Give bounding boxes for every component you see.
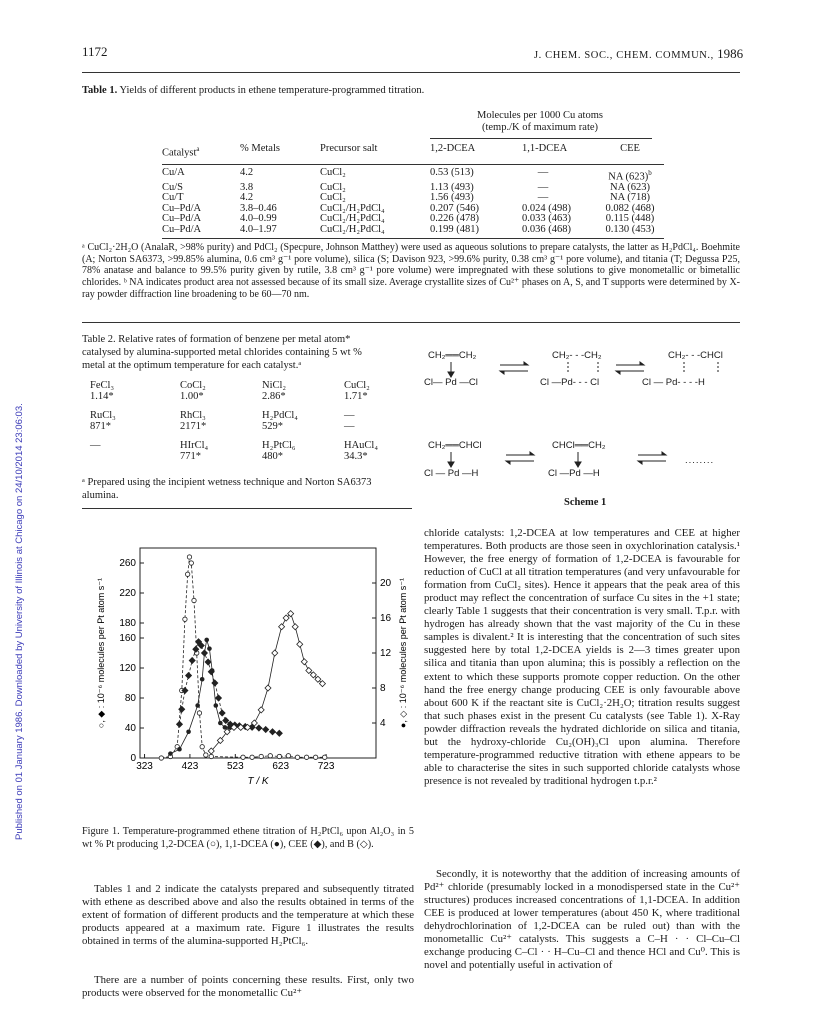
cell-metals: 4.2: [240, 192, 254, 203]
table2-footnote: [82, 476, 422, 502]
table1-row: [162, 225, 664, 236]
cell-11dcea: —: [537, 166, 549, 178]
cell-cee: NA (718): [610, 192, 650, 203]
marker-cee: [186, 673, 192, 679]
cell-metals: 3.8: [240, 181, 254, 193]
marker-12dcea: [159, 756, 163, 760]
y-right-tick-label: 8: [380, 683, 386, 694]
scheme-s5-top: CHCl══CH₂: [552, 440, 606, 451]
marker-12dcea: [209, 754, 213, 758]
table2-cell: [90, 410, 160, 432]
marker-11dcea: [200, 677, 205, 682]
cell-cee: NA $(623)^b$: [608, 168, 652, 182]
table1-footnote: ᵃ CuCl₂·2H₂O (AnalaR, >98% purity) and PdCl₂ (Specpure, Johnson Matthey) were used as aqueous solutions to prepare catalysts, the latter as H₂PdCl₄. Boehmite (A; Norton SA6373, >99.85% alumina, 0.6 cm³ g⁻¹ pore volume), silica (S; Davison 923, >99.6% purity, 0.38 cm³ g⁻¹ pore volume), and titania (T; Degussa P25, 78% anatase and balance to 99.5% purity given by rutile, 3.8 cm³ g⁻¹ pore volume) were impregnated with these solutions to give monometallic or bimetallic chlorides. ᵇ NA indicates product area not assessed because of its small size. Average crystallite sizes of Cu²⁺ phases on A, S, and T supports were determined by X-ray powder diffraction line broadening to be 60—70 nm.: [82, 242, 740, 300]
marker-12dcea: [200, 745, 204, 749]
marker-12dcea: [323, 755, 327, 759]
eq3-forward-head: [530, 452, 534, 455]
cell-precursor: CuCl₂/H₂PdCl₄: [320, 223, 385, 235]
table2-rate: 871*: [90, 421, 111, 432]
table1-row: [162, 193, 664, 204]
scheme-s2-bottom: Cl —Pd- - - Cl: [540, 377, 600, 388]
scheme-s1-bottom: Cl— Pd —Cl: [424, 377, 478, 388]
table2-cell: [180, 410, 250, 432]
eq4-forward-head: [662, 452, 666, 455]
table2-metal: H₂PdCl₄: [262, 410, 298, 421]
table2-rate: 2.86*: [262, 391, 286, 402]
body-left-paragraph-2: There are a number of points concerning these results. First, only two products were observed for the monometallic Cu²⁺: [82, 974, 414, 1000]
table2-metal: —: [344, 410, 355, 421]
marker-b: [279, 624, 285, 630]
marker-11dcea: [168, 751, 173, 756]
col-precursor: Precursor salt: [320, 143, 378, 154]
cell-catalyst: Cu/A: [162, 166, 185, 178]
cell-11dcea: 0.033 (463): [522, 213, 571, 224]
table2-metal: FeCl₃: [90, 380, 115, 391]
body-right-paragraph: chloride catalysts: 1,2-DCEA at low temperatures and CEE at higher temperatures. Both products are those seen in oxychlorination catalysis.¹ However, the free energy of formation of 1,2-DCEA is favourable for reduction of CuCl at all titration temperatures (and very unfavourable for formation from CuCl₂ sites). Hence it appears that the peak area of this product may reflect the concentration of surface Cu sites in the +1 state; clearly Table 1 suggests that their concentration is very small. T.p.r. with hydrogen has already shown that the vast majority of the Cu in these samples is divalent.² It is interesting that the concentration of such sites suggested here by total 1,2-DCEA yields is 2—3 times greater upon silica and titania than upon alumina; this is possibly a reflection on the extent to which these supports promote copper reduction. On the other hand the free energy change producing CEE is only favourable above about 600 K if the reactant site is CuCl₂·2H₂O; titration results suggest that such phases exist in the present Cu catalysts (see Table 1). X-Ray powder diffraction reveals the hydrated dichloride on silica and titania, but the hydroxy-chloride Cu₂(OH)₃Cl upon alumina. Therefore temperature-programmed reductive titration with ethene appears to be able to characterise the sites in such supported chloride catalysts whose presence is not revealed by traditional hydrogen t.p.r.²: [424, 527, 740, 787]
table1: [162, 136, 664, 239]
table2-cell: [344, 440, 414, 462]
table1-row: [162, 204, 664, 215]
table2-metal: RhCl₃: [180, 410, 206, 421]
marker-cee: [176, 721, 182, 727]
table2-metal: CoCl₂: [180, 380, 206, 391]
marker-cee: [270, 729, 276, 735]
scheme-title: Scheme 1: [564, 497, 607, 508]
x-tick-label: 623: [272, 761, 290, 772]
cell-12dcea: 0.53 (513): [430, 166, 474, 178]
scheme-s3-top: CH₂- - -CHCl: [668, 350, 723, 361]
body-right-paragraph-2: Secondly, it is noteworthy that the addition of increasing amounts of Pd²⁺ chloride (presumably locked in a monodispersed state in the Cu²⁺ structures) produces increased concentrations of 1,1-DCEA. In addition CEE is produced at lower temperatures (about 450 K, where traditional dehydrochlorination of 1,2-DCEA can be ruled out) than with the monometallic Cu²⁺ catalysts. This suggests a C–H · · Cl–Cu–Cl exchange producing C–Cl · · H–Cu–Cl and thence HCl and Cu⁰. This is novel and potentially useful in activation of: [424, 868, 740, 972]
marker-12dcea: [304, 755, 308, 759]
marker-12dcea: [286, 754, 290, 758]
table2-cell: [180, 380, 250, 402]
cell-cee: 0.115 (448): [605, 213, 655, 224]
table1-body: [162, 164, 664, 238]
table2-metal: CuCl₂: [344, 380, 370, 391]
y-left-tick-label: 220: [119, 588, 136, 599]
marker-11dcea: [177, 747, 182, 752]
marker-12dcea: [192, 598, 196, 602]
y-left-tick-label: 0: [130, 753, 136, 764]
marker-12dcea: [183, 617, 187, 621]
table2-metal: H₂PtCl₆: [262, 440, 296, 451]
marker-11dcea: [218, 721, 223, 726]
scheme-continuation: ........: [685, 455, 715, 466]
table2-metal: HIrCl₄: [180, 440, 209, 451]
y-left-tick-label: 160: [119, 633, 136, 644]
table2-metal: —: [90, 440, 101, 451]
col-12dcea: 1,2-DCEA: [430, 143, 476, 154]
cell-11dcea: 0.024 (498): [522, 202, 571, 214]
marker-12dcea: [241, 755, 245, 759]
marker-cee: [256, 725, 262, 731]
marker-b: [292, 624, 298, 630]
x-tick-label: 723: [317, 761, 335, 772]
table1-row: [162, 164, 664, 183]
scheme-s4-top: CH₂══CHCl: [428, 440, 482, 451]
cell-precursor: CuCl₂/H₂PdCl₄: [320, 213, 385, 224]
table2-cell: [344, 410, 414, 432]
table2-cell: [262, 380, 332, 402]
table2-cell: [90, 440, 160, 451]
eq2-forward-head: [640, 362, 644, 365]
group-header-line1: Molecules per 1000 Cu atoms: [477, 110, 603, 121]
series-line-2: [180, 642, 280, 734]
scheme-s3-bottom: Cl — Pd- - - -H: [642, 377, 705, 388]
s1-bond-arrowhead: [448, 372, 454, 377]
table2-caption-line1: Table 2. Relative rates of formation of benzene per metal atom*: [82, 334, 351, 345]
cell-11dcea: 0.036 (468): [522, 223, 571, 235]
scheme-arrows: [420, 340, 740, 490]
marker-12dcea: [259, 754, 263, 758]
table2-footnote-line1: ᵃ Prepared using the incipient wetness technique and Norton SA6373: [82, 477, 372, 488]
col-metals: % Metals: [240, 143, 280, 154]
x-tick-label: 323: [136, 761, 153, 772]
marker-cee: [263, 727, 269, 733]
table2-caption-line2: catalysed by alumina-supported metal chlorides containing 5 wt %: [82, 347, 362, 358]
marker-11dcea: [207, 646, 212, 651]
marker-12dcea: [185, 572, 189, 576]
cell-precursor: CuCl₂: [320, 166, 346, 178]
x-axis-label: T / K: [247, 776, 269, 787]
cell-12dcea: 0.199 (481): [430, 223, 479, 235]
cell-precursor: CuCl₂: [320, 181, 346, 193]
scheme-s4-bottom: Cl — Pd —H: [424, 468, 479, 479]
scheme-s2-top: CH₂- - -CH₂: [552, 350, 602, 361]
table2-rate: 1.71*: [344, 391, 368, 402]
cell-catalyst: Cu–Pd/A: [162, 223, 202, 235]
table2-rate: 480*: [262, 451, 283, 462]
table1-group-header: [430, 110, 650, 134]
cell-12dcea: 0.207 (546): [430, 202, 479, 214]
x-tick-label: 423: [181, 761, 199, 772]
cell-11dcea: —: [537, 192, 549, 203]
cell-metals: 4.2: [240, 166, 254, 178]
table1-row: [162, 183, 664, 194]
cell-precursor: CuCl₂: [320, 192, 346, 203]
body-left-paragraph: Tables 1 and 2 indicate the catalysts prepared and subsequently titrated with ethene as described above and also the results obtained in terms of the extent of formation of different products and the temperature at which these products appeared at a maximum rate. Figure 1 illustrates the results obtained in terms of the alumina-supported H₂PtCl₆.: [82, 883, 414, 948]
cell-metals: 4.0–0.99: [240, 213, 277, 224]
table2-metal: NiCl₂: [262, 380, 287, 391]
marker-cee: [201, 650, 207, 656]
marker-cee: [179, 706, 185, 712]
marker-12dcea: [277, 754, 281, 758]
y-left-tick-label: 40: [124, 723, 136, 734]
cell-precursor: CuCl₂/H₂PdCl₄: [320, 202, 385, 214]
table2-rate: 529*: [262, 421, 283, 432]
table1-caption-text: Yields of different products in ethene temperature-programmed titration.: [119, 85, 425, 96]
section-rule: [82, 322, 740, 323]
marker-12dcea: [313, 755, 317, 759]
cell-catalyst: Cu–Pd/A: [162, 202, 202, 214]
scheme-s5-bottom: Cl —Pd —H: [548, 468, 600, 479]
marker-12dcea: [187, 555, 191, 559]
marker-cee: [189, 658, 195, 664]
marker-b: [297, 641, 303, 647]
cell-cee: 0.082 (468): [605, 202, 655, 214]
marker-b: [258, 707, 264, 713]
table2-rate: 34.3*: [344, 451, 368, 462]
cell-metals: 4.0–1.97: [240, 223, 277, 235]
table2-metal: RuCl₃: [90, 410, 116, 421]
table2-rate: 2171*: [180, 421, 207, 432]
table2-caption-line3: metal at the optimum temperature for each catalyst.ᵃ: [82, 360, 302, 371]
download-notice: [2, 150, 25, 850]
marker-b: [265, 685, 271, 691]
eq2-reverse-head: [616, 371, 620, 374]
marker-12dcea: [197, 711, 201, 715]
journal-name: J. CHEM. SOC., CHEM. COMMUN.,: [534, 50, 714, 61]
marker-12dcea: [295, 755, 299, 759]
marker-cee: [216, 695, 222, 701]
marker-b: [272, 650, 278, 656]
table1-row: [162, 214, 664, 225]
y-right-axis-label: ●, ◇ : 10⁻⁶ molecules per Pt atom s⁻¹: [398, 577, 408, 729]
group-header-line2: (temp./K of maximum rate): [481, 122, 599, 133]
download-notice-text: Published on 01 January 1986. Downloaded by University of Illinois at Chicago on 24/10/2014 23:06:03.: [14, 403, 25, 840]
table2-footnote-line2: alumina.: [82, 490, 119, 501]
figure-1-chart: [82, 530, 422, 800]
marker-11dcea: [213, 703, 218, 708]
table2-rate: 1.14*: [90, 391, 114, 402]
eq1-reverse-head: [500, 371, 504, 374]
col-cee: CEE: [620, 143, 640, 154]
cell-catalyst: Cu/S: [162, 181, 184, 193]
cell-12dcea: 1.56 (493): [430, 192, 474, 203]
col-catalyst: Catalyst$^a$: [162, 145, 200, 159]
marker-cee: [212, 680, 218, 686]
table2-rate: 1.00*: [180, 391, 204, 402]
col-11dcea: 1,1-DCEA: [522, 143, 568, 154]
marker-12dcea: [204, 753, 208, 757]
eq1-forward-head: [524, 362, 528, 365]
marker-cee: [276, 730, 282, 736]
y-left-tick-label: 120: [119, 663, 136, 674]
cell-metals: 3.8–0.46: [240, 202, 277, 214]
header-rule: [82, 72, 740, 73]
cell-12dcea: 1.13 (493): [430, 181, 474, 193]
y-left-tick-label: 80: [124, 693, 136, 704]
cell-catalyst: Cu–Pd/A: [162, 213, 202, 224]
eq4-reverse-head: [638, 461, 642, 464]
scheme-s1-top: CH₂══CH₂: [428, 350, 477, 361]
y-left-axis-label: ○, ◆ : 10⁻⁶ molecules per Pt atom s⁻¹: [96, 577, 106, 729]
marker-cee: [219, 710, 225, 716]
marker-12dcea: [268, 754, 272, 758]
cell-catalyst: Cu/T: [162, 192, 184, 203]
y-right-tick-label: 16: [380, 613, 392, 624]
table2-cell: [180, 440, 250, 462]
eq3-reverse-head: [506, 461, 510, 464]
s5-bond-arrowhead: [575, 462, 581, 467]
marker-11dcea: [186, 729, 191, 734]
x-tick-label: 523: [226, 761, 244, 772]
journal-year: 1986: [717, 46, 744, 61]
figure-1-caption: Figure 1. Temperature-programmed ethene titration of H₂PtCl₆ upon Al₂O₃ in 5 wt % Pt producing 1,2-DCEA (○), 1,1-DCEA (●), CEE (◆), and B (◇).: [82, 826, 414, 850]
table2-cell: [90, 380, 160, 402]
running-head: [534, 46, 743, 62]
cell-11dcea: —: [537, 181, 549, 193]
marker-11dcea: [204, 638, 209, 643]
y-left-tick-label: 260: [119, 558, 136, 569]
table2-caption: [82, 333, 412, 372]
y-left-tick-label: 180: [119, 618, 136, 629]
table2-rate: —: [344, 421, 355, 432]
y-right-tick-label: 12: [380, 648, 392, 659]
table2-cell: [344, 380, 414, 402]
marker-12dcea: [189, 561, 193, 565]
table1-header-row: [162, 136, 664, 159]
marker-b: [301, 659, 307, 665]
table2-cell: [262, 440, 332, 462]
marker-11dcea: [195, 703, 200, 708]
table1-caption: [82, 84, 424, 97]
marker-12dcea: [250, 755, 254, 759]
table2-rate: 771*: [180, 451, 201, 462]
table2-metal: HAuCl₄: [344, 440, 378, 451]
cell-cee: NA (623): [610, 181, 650, 193]
s4-bond-arrowhead: [448, 462, 454, 467]
table1-label: Table 1.: [82, 85, 118, 96]
page-number: 1172: [82, 44, 108, 59]
y-right-tick-label: 20: [380, 578, 392, 589]
y-right-tick-label: 4: [380, 718, 386, 729]
cell-cee: 0.130 (453): [605, 223, 655, 235]
cell-12dcea: 0.226 (478): [430, 213, 479, 224]
table2-cell: [262, 410, 332, 432]
table2-rule: [82, 508, 412, 509]
marker-cee: [205, 659, 211, 665]
